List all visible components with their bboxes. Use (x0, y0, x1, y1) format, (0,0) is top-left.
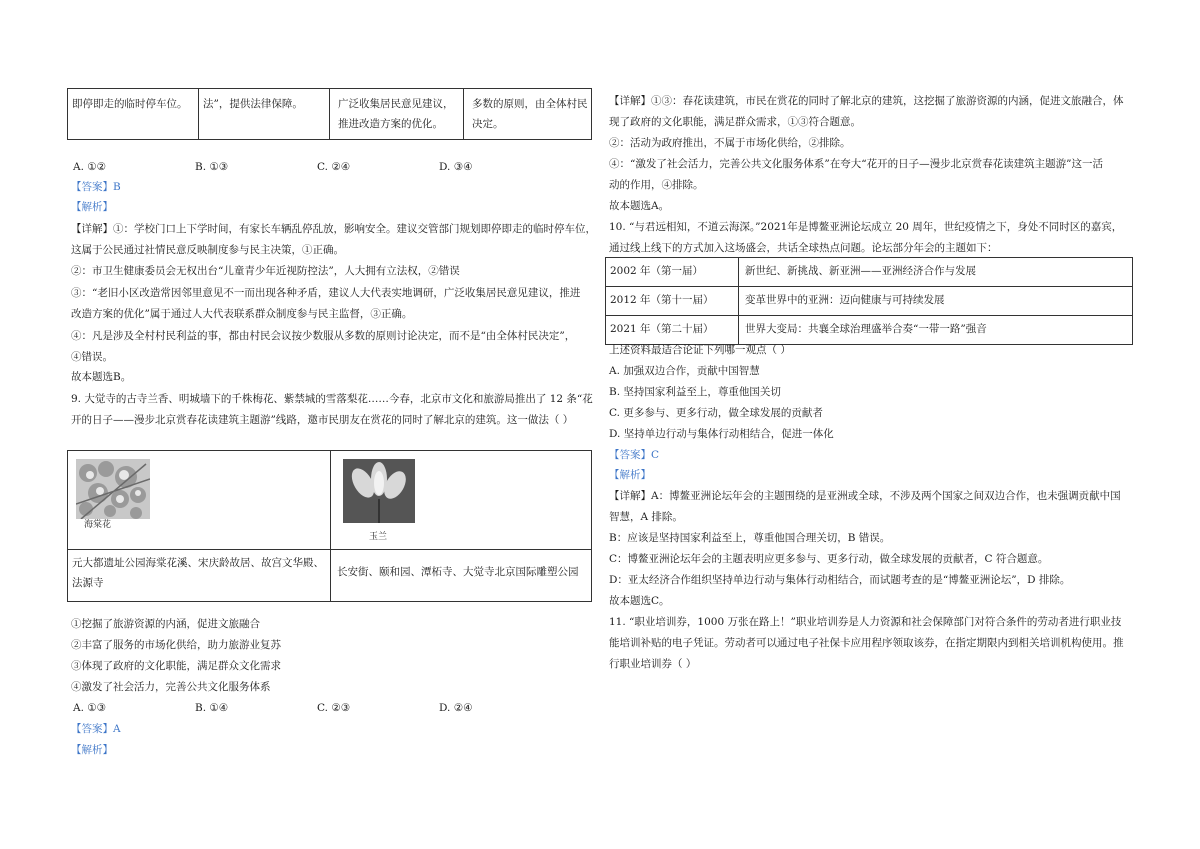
magnolia-flower-image (343, 459, 415, 523)
q10-analysis-label: 【解析】 (609, 469, 651, 481)
q10-option: B. 坚持国家利益至上，尊重他国关切 (609, 386, 781, 398)
q9-option: A. ①③ (73, 702, 107, 714)
q10-stem-line: 10. “与君远相知，不道云海深。”2021年是博鳌亚洲论坛成立 20 周年，世纪疫情之下，身处不同时区的嘉宾， (609, 221, 1123, 233)
q9-statement: ④激发了社会活力，完善公共文化服务体系 (71, 681, 271, 693)
q8-cell-text: 推进改造方案的优化。 (338, 118, 443, 130)
q8-table (67, 88, 592, 140)
q8-detail-line: 【详解】①：学校门口上下学时间，有家长车辆乱停乱放，影响安全。建议交管部门规划即停即走的临时停车位， (71, 223, 596, 235)
q9-detail-line: 故本题选A。 (609, 200, 670, 212)
q10-detail-line: 智慧，A 排除。 (609, 511, 683, 523)
q9-location-text: 长安街、颐和园、潭柘寺、大觉寺北京国际雕塑公园 (337, 566, 579, 578)
q10-detail-line: 【详解】A：博鳌亚洲论坛年会的主题围绕的是亚洲或全球，不涉及两个国家之间双边合作，也未强调贡献中国 (609, 490, 1121, 502)
q9-location-text: 元大都遗址公园海棠花溪、宋庆龄故居、故宫文华殿、 (72, 557, 324, 569)
q10-theme: 变革世界中的亚洲：迈向健康与可持续发展 (745, 294, 945, 306)
q8-option: B. ①③ (195, 161, 229, 173)
q9-stem-line: 9. 大觉寺的古寺兰香、明城墙下的千株梅花、紫禁城的雪落梨花……今春，北京市文化和旅游局推出了 12 条“花 (71, 393, 593, 405)
q9-option: B. ①④ (195, 702, 229, 714)
q11-stem-line: 11. “职业培训券，1000 万张在路上！”职业培训券是人力资源和社会保障部门对符合条件的劳动者进行职业技 (609, 616, 1122, 628)
q10-year-cell (606, 316, 739, 345)
q10-year: 2012 年（第十一届） (610, 294, 714, 306)
crabapple-caption: 海棠花 (84, 520, 112, 530)
q8-detail-line: 这属于公民通过社情民意反映制度参与民主决策，①正确。 (71, 244, 344, 256)
q9-detail-line: 动的作用，④排除。 (609, 179, 704, 191)
q8-table-cell (330, 89, 464, 140)
q10-theme-cell (739, 258, 1133, 287)
q10-theme-cell (739, 287, 1133, 316)
q9-statement: ②丰富了服务的市场化供给，助力旅游业复苏 (71, 639, 281, 651)
q10-prompt: 上述资料最适合论证下列哪一观点（ ） (609, 344, 791, 356)
q10-option: D. 坚持单边行动与集体行动相结合，促进一体化 (609, 428, 834, 440)
q10-detail-line: D：亚太经济合作组织坚持单边行动与集体行动相结合，而试题考查的是“博鳌亚洲论坛”，D 排除。 (609, 574, 1071, 586)
q9-detail-line: 现了政府的文化职能，满足群众需求，①③符合题意。 (609, 116, 861, 128)
q11-stem-line: 能培训补贴的电子凭证。劳动者可以通过电子社保卡应用程序领取该券，在指定期限内到相关培训机构使用。推 (609, 637, 1124, 649)
q9-detail-line: ④：“激发了社会活力，完善公共文化服务体系”在夸大“花开的日子—漫步北京赏春花读建筑主题游”这一活 (609, 158, 1103, 170)
q9-option: C. ②③ (317, 702, 351, 714)
q8-detail-line: 改造方案的优化”属于通过人大代表联系群众制度参与民主监督，③正确。 (71, 308, 413, 320)
q8-detail-line: ④错误。 (71, 351, 113, 363)
q8-detail-line: ④：凡是涉及全村村民利益的事，都由村民会议按少数服从多数的原则讨论决定，而不是“由全体村民决定”， (71, 330, 576, 342)
q9-statement: ③体现了政府的文化职能，满足群众文化需求 (71, 660, 281, 672)
q9-image-cell (68, 451, 331, 550)
q8-cell-text: 决定。 (472, 118, 504, 130)
q9-location-text: 法源寺 (72, 577, 104, 589)
q8-option: A. ①② (73, 161, 107, 173)
q9-location-cell (68, 550, 331, 602)
q9-statement: ①挖掘了旅游资源的内涵，促进文旅融合 (71, 618, 260, 630)
q10-theme-table (605, 257, 1133, 345)
q10-stem-line: 通过线上线下的方式加入这场盛会，共话全球热点问题。论坛部分年会的主题如下： (609, 242, 998, 254)
q8-cell-text: 法”，提供法律保障。 (203, 98, 303, 110)
q8-table-cell (199, 89, 330, 140)
q8-answer: 【答案】B (71, 181, 121, 193)
q10-theme: 世界大变局：共襄全球治理盛举合奏“一带一路”强音 (745, 323, 987, 335)
q8-option: C. ②④ (317, 161, 351, 173)
q8-detail-line: ②：市卫生健康委员会无权出台“儿童青少年近视防控法”，人大拥有立法权，②错误 (71, 265, 460, 277)
q9-image-cell (331, 451, 592, 550)
q8-table-cell (68, 89, 199, 140)
q9-option: D. ②④ (439, 702, 473, 714)
q10-year-cell (606, 258, 739, 287)
magnolia-caption: 玉兰 (369, 532, 388, 542)
q9-answer: 【答案】A (71, 723, 121, 735)
q9-analysis-label: 【解析】 (71, 744, 113, 756)
q8-detail-line: 故本题选B。 (71, 371, 132, 383)
q8-cell-text: 多数的原则，由全体村民 (472, 98, 588, 110)
q8-detail-line: ③：“老旧小区改造常因邻里意见不一而出现各种矛盾，建议人大代表实地调研，广泛收集居民意见建议，推进 (71, 287, 581, 299)
crabapple-flower-image (76, 459, 150, 519)
q10-year: 2002 年（第一届） (610, 265, 704, 277)
q11-stem-line: 行职业培训券（ ） (609, 658, 697, 670)
q10-option: C. 更多参与、更多行动，做全球发展的贡献者 (609, 407, 823, 419)
q10-year-cell (606, 287, 739, 316)
q9-detail-line: ②：活动为政府推出，不属于市场化供给，②排除。 (609, 137, 851, 149)
q9-table (67, 450, 592, 602)
q9-location-cell (331, 550, 592, 602)
q10-detail-line: 故本题选C。 (609, 595, 670, 607)
q10-option: A. 加强双边合作，贡献中国智慧 (609, 365, 760, 377)
q8-table-cell (464, 89, 592, 140)
q10-detail-line: C：博鳌亚洲论坛年会的主题表明应更多参与、更多行动，做全球发展的贡献者，C 符合题意。 (609, 553, 1049, 565)
q8-cell-text: 即停即走的临时停车位。 (72, 98, 188, 110)
q8-analysis-label: 【解析】 (71, 201, 113, 213)
q10-answer: 【答案】C (609, 449, 660, 461)
q10-theme-cell (739, 316, 1133, 345)
q8-cell-text: 广泛收集居民意见建议， (338, 98, 454, 110)
q9-stem-line: 开的日子——漫步北京赏春花读建筑主题游”线路，邀市民朋友在赏花的同时了解北京的建筑。这一做法（ ） (71, 414, 574, 426)
q10-theme: 新世纪、新挑战、新亚洲——亚洲经济合作与发展 (745, 265, 976, 277)
q10-detail-line: B：应该是坚持国家利益至上，尊重他国合理关切，B 错误。 (609, 532, 891, 544)
q8-option: D. ③④ (439, 161, 473, 173)
q10-year: 2021 年（第二十届） (610, 323, 714, 335)
q9-detail-line: 【详解】①③：春花读建筑，市民在赏花的同时了解北京的建筑，这挖掘了旅游资源的内涵，促进文旅融合，体 (609, 95, 1124, 107)
